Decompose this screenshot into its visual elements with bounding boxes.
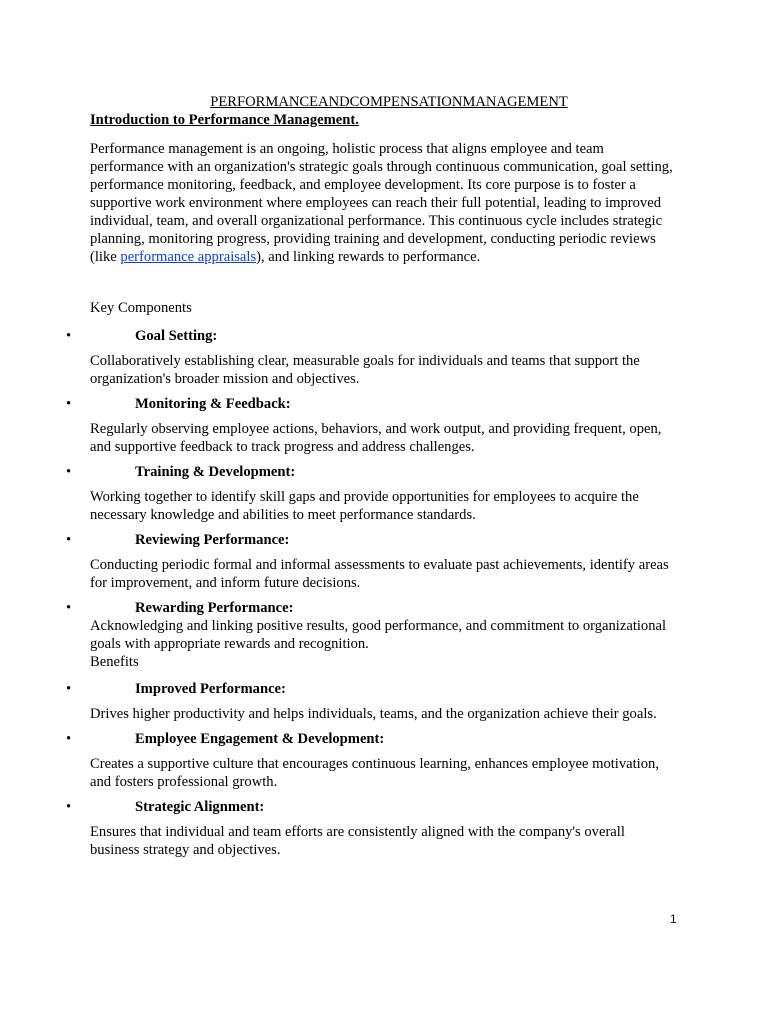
component-title-reviewing-performance bbox=[66, 531, 676, 549]
component-title-goal-setting bbox=[66, 327, 676, 345]
component-title-text: Goal Setting: bbox=[135, 328, 218, 344]
component-title-text: Reviewing Performance: bbox=[135, 532, 290, 548]
intro-text-end: ), and linking rewards to performance. bbox=[256, 249, 481, 265]
bullet-icon: • bbox=[66, 731, 72, 747]
performance-appraisals-link[interactable]: performance appraisals bbox=[120, 249, 257, 265]
document-title: PERFORMANCEANDCOMPENSATIONMANAGEMENT bbox=[210, 94, 568, 110]
bullet-icon: • bbox=[66, 328, 72, 344]
benefit-title-improved-performance bbox=[66, 680, 676, 698]
component-title-rewarding-performance bbox=[66, 599, 676, 617]
bullet-icon: • bbox=[66, 464, 72, 480]
benefit-title-employee-engagement bbox=[66, 730, 676, 748]
benefits-label: Benefits bbox=[90, 654, 139, 670]
section-heading: Introduction to Performance Management. bbox=[90, 112, 359, 128]
benefit-title-text: Strategic Alignment: bbox=[135, 799, 265, 815]
document-body bbox=[66, 112, 676, 859]
benefit-title-text: Employee Engagement & Development: bbox=[135, 731, 385, 747]
benefit-title-strategic-alignment bbox=[66, 798, 676, 816]
benefit-text-employee-engagement: Creates a supportive culture that encourages continuous learning, enhances employee motivation, and fosters professional growth. bbox=[90, 756, 659, 790]
bullet-icon: • bbox=[66, 600, 72, 616]
component-text-rewarding-performance: Acknowledging and linking positive results, good performance, and commitment to organizational goals with appropriate rewards and recognition. bbox=[90, 618, 667, 652]
page-number: 1 bbox=[670, 912, 677, 926]
component-title-text: Monitoring & Feedback: bbox=[135, 396, 291, 412]
bullet-icon: • bbox=[66, 799, 72, 815]
component-title-monitoring-feedback bbox=[66, 395, 676, 413]
intro-text-start: Performance management is an ongoing, holistic process that aligns employee and team performance with an organization's strategic goals through continuous communication, goal setting, performance monitoring, feedback, and employee development. Its core purpose is to foster a supportive work environment where employees can reach their full potential, leading to improved individual, team, and overall organizational performance. This continuous cycle includes strategic planning, monitoring progress, providing training and development, conducting periodic reviews (like bbox=[90, 141, 673, 265]
benefit-title-text: Improved Performance: bbox=[135, 681, 286, 697]
component-title-text: Rewarding Performance: bbox=[135, 600, 294, 616]
benefit-text-improved-performance: Drives higher productivity and helps individuals, teams, and the organization achieve their goals. bbox=[90, 706, 657, 722]
component-title-text: Training & Development: bbox=[135, 464, 296, 480]
bullet-icon: • bbox=[66, 681, 72, 697]
component-title-training-development bbox=[66, 463, 676, 481]
component-text-training-development: Working together to identify skill gaps and provide opportunities for employees to acquire the necessary knowledge and abilities to meet performance standards. bbox=[90, 489, 639, 523]
bullet-icon: • bbox=[66, 532, 72, 548]
intro-paragraph bbox=[90, 140, 676, 266]
key-components-label: Key Components bbox=[90, 300, 192, 316]
component-text-goal-setting: Collaboratively establishing clear, measurable goals for individuals and teams that support the organization's broader mission and objectives. bbox=[90, 353, 640, 387]
component-text-reviewing-performance: Conducting periodic formal and informal assessments to evaluate past achievements, identify areas for improvement, and inform future decisions. bbox=[90, 557, 669, 591]
benefit-text-strategic-alignment: Ensures that individual and team efforts are consistently aligned with the company's overall business strategy and objectives. bbox=[90, 824, 625, 858]
component-text-monitoring-feedback: Regularly observing employee actions, behaviors, and work output, and providing frequent, open, and supportive feedback to track progress and address challenges. bbox=[90, 421, 662, 455]
bullet-icon: • bbox=[66, 396, 72, 412]
